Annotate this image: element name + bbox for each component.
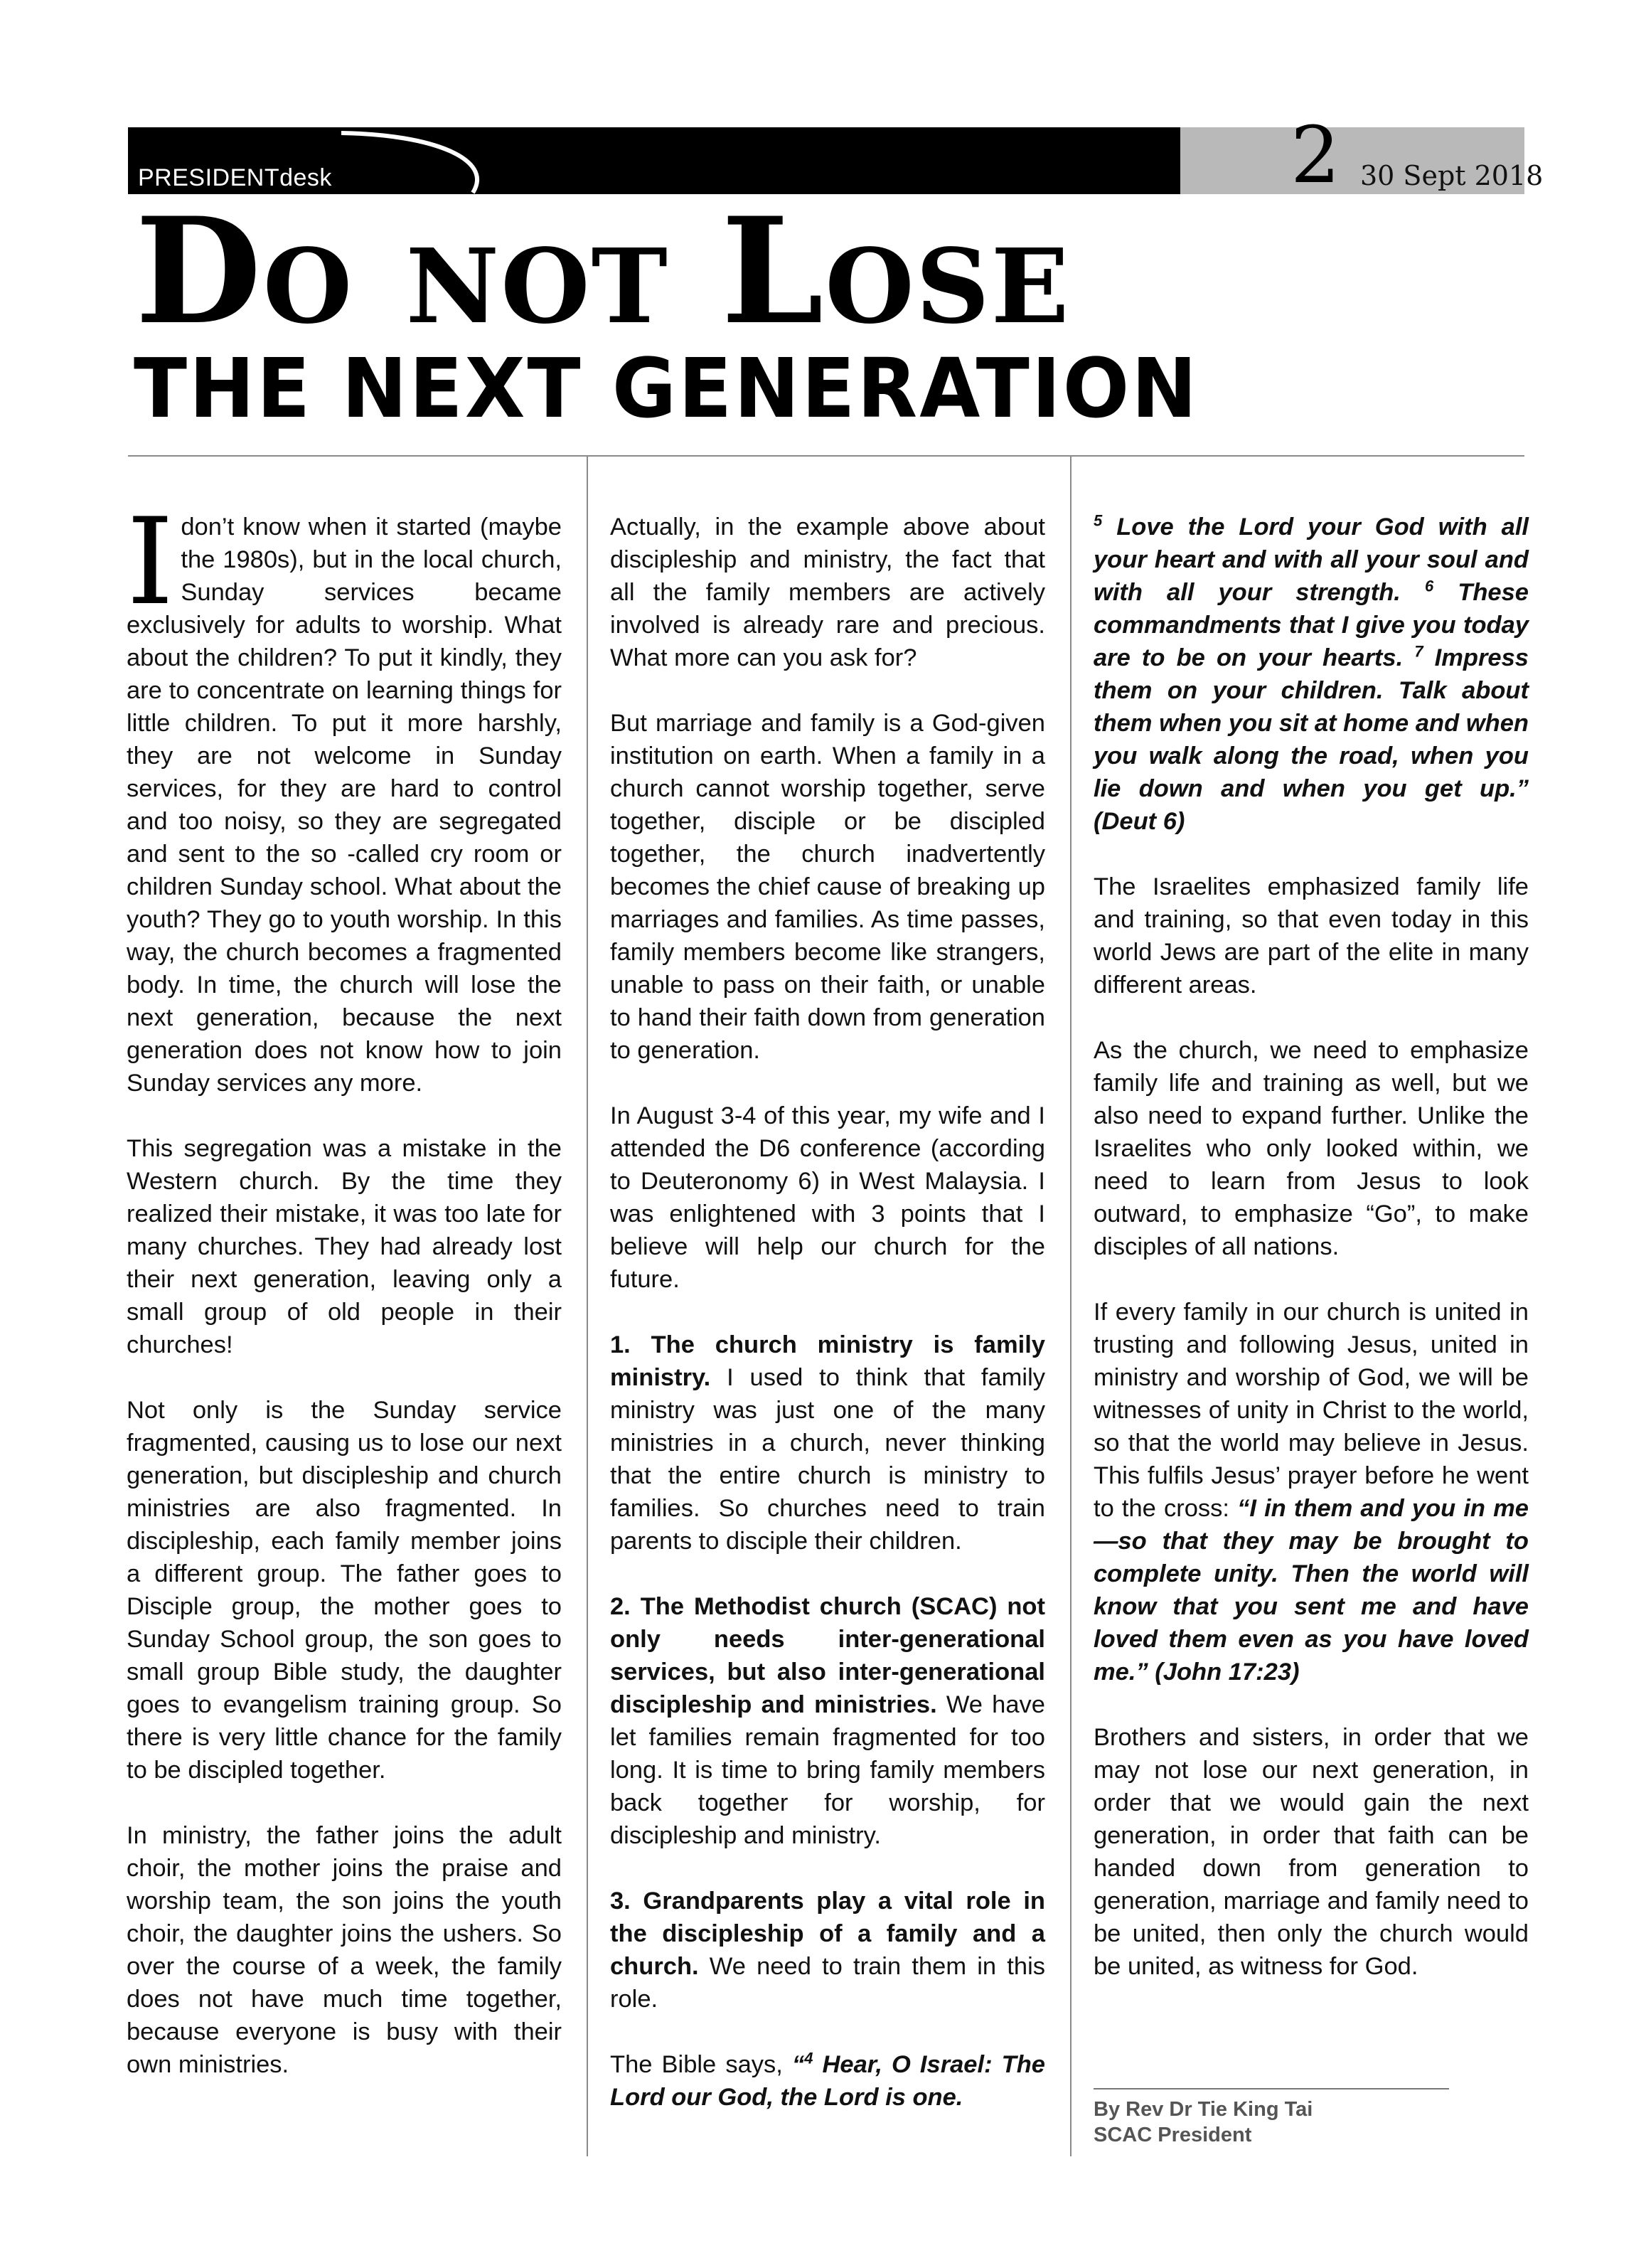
article-column-3	[1094, 511, 1529, 1983]
point-1-paragraph: 1. The church ministry is family ministry. I used to think that family ministry was just one of the many ministries in a church, never thinking that the entire church is ministry to families. So churches need to train parents to disciple their children.	[610, 1331, 1045, 1555]
byline-divider	[1094, 2088, 1449, 2089]
paragraph: Brothers and sisters, in order that we may not lose our next generation, in order that we would gain the next generation, in order that faith can be handed down from generation to generation, marriage and family need to be united, then only the church would be united, as witness for God.	[1094, 1724, 1529, 1980]
section-label: PRESIDENTdesk	[138, 164, 332, 191]
article-column-1	[127, 492, 562, 2081]
paragraph: Actually, in the example above about discipleship and ministry, the fact that all the family members are actively involved is already rare and precious. What more can you ask for?	[610, 513, 1045, 671]
paragraph: As the church, we need to emphasize family life and training as well, but we also need to expand further. Unlike the Israelites who only looked within, we need to learn from Jesus to look outward, to emphasize “Go”, to make disciples of all nations.	[1094, 1037, 1529, 1260]
paragraph: This segregation was a mistake in the Western church. By the time they realized their mistake, it was too late for many churches. They had already lost their next generation, leaving only a small group of old people in their churches!	[127, 1135, 562, 1358]
section-header-bar	[128, 110, 1544, 201]
scripture-intro-paragraph: The Bible says, “$^4$ Hear, O Israel: The Lord our God, the Lord is one.	[610, 2049, 1045, 2111]
byline-role: SCAC President	[1094, 2124, 1252, 2146]
drop-cap: I	[127, 492, 174, 632]
column-divider-1	[587, 457, 588, 2156]
byline	[1094, 2097, 1313, 2148]
headline-line-2: THE NEXT GENERATION	[134, 341, 1199, 437]
headline-line-1: Do not Lose	[135, 186, 1071, 357]
headline-divider	[128, 455, 1524, 457]
article-column-2	[610, 511, 1045, 2114]
point-3-paragraph: 3. Grandparents play a vital role in the discipleship of a family and a church. We need to train them in this role.	[610, 1888, 1045, 2013]
column-divider-2	[1070, 457, 1071, 2156]
paragraph: But marriage and family is a God-given institution on earth. When a family in a church cannot worship together, serve together, disciple or be discipled together, the church inadvertently becomes the chief cause of breaking up marriages and families. As time passes, family members become like strangers, unable to pass on their faith, or unable to hand their faith down from generation to generation.	[610, 710, 1045, 1064]
paragraph: In ministry, the father joins the adult choir, the mother joins the praise and worship team, the son joins the youth choir, the daughter joins the ushers. So over the course of a week, the family does not have much time together, because everyone is busy with their own ministries.	[127, 1822, 562, 2078]
scripture-quote-deut: $^5$ Love the Lord your God with all your heart and with all your soul and with all your strength. $^6$ These commandments that I give you today are to be on your hearts. $^7$ Impress them on your children. Talk about them when you sit at home and when you walk along the road, when you lie down and when you get up.” (Deut 6)	[1094, 511, 1529, 835]
paragraph: In August 3-4 of this year, my wife and I attended the D6 conference (according to Deuteronomy 6) in West Malaysia. I was enlightened with 3 points that I believe will help our church for the future.	[610, 1102, 1045, 1293]
paragraph: I don’t know when it started (maybe the 1980s), but in the local church, Sunday services became exclusively for adults to worship. What about the children? To put it kindly, they are to concentrate on learning things for little children. To put it more harshly, they are not welcome in Sunday services, for they are hard to control and too noisy, so they are segregated and sent to the so -called cry room or children Sunday school. What about the youth? They go to youth worship. In this way, the church becomes a fragmented body. In time, the church will lose the next generation, because the next generation does not know how to join Sunday services any more.	[127, 492, 562, 1097]
paragraph: If every family in our church is united in trusting and following Jesus, united in ministry and worship of God, we will be witnesses of unity in Christ to the world, so that the world may believe in Jesus. This fulfils Jesus’ prayer before he went to the cross: “I in them and you in me—so that they may be brought to complete unity. Then the world will know that you sent me and have loved them even as you have loved me.” (John 17:23)	[1094, 1299, 1529, 1686]
page-number: 2	[1290, 110, 1340, 201]
issue-date: 30 Sept 2018	[1360, 160, 1544, 191]
paragraph: The Israelites emphasized family life and training, so that even today in this world Jews are part of the elite in many different areas.	[1094, 873, 1529, 999]
byline-author: By Rev Dr Tie King Tai	[1094, 2098, 1313, 2121]
point-2-paragraph: 2. The Methodist church (SCAC) not only needs inter-generational services, but also inter-generational discipleship and ministries. We have let families remain fragmented for too long. It is time to bring family members back together for worship, for discipleship and ministry.	[610, 1593, 1045, 1849]
paragraph: Not only is the Sunday service fragmented, causing us to lose our next generation, but discipleship and church ministries are also fragmented. In discipleship, each family member joins a different group. The father goes to Disciple group, the mother goes to Sunday School group, the son goes to small group Bible study, the daughter goes to evangelism training group. So there is very little chance for the family to be discipled together.	[127, 1397, 562, 1784]
